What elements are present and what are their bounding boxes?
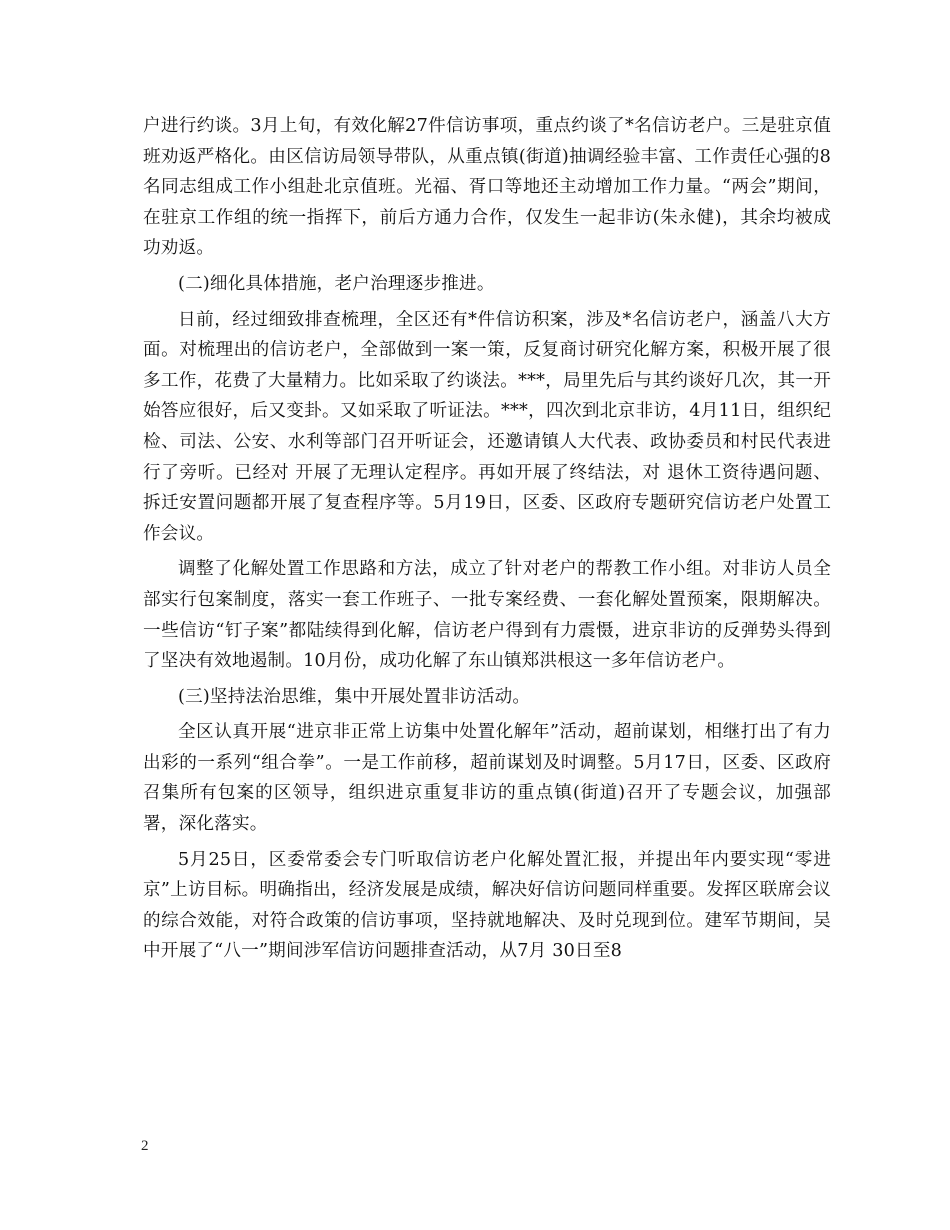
section-heading-2: (二)细化具体措施，老户治理逐步推进。 (178, 273, 495, 294)
paragraph-7: 5月25日，区委常委会专门听取信访老户化解处置汇报，并提出年内要实现“零进京”上访目标。明确指出，经济发展是成绩，解决好信访问题同样重要。发挥区联席会议的综合效能，对符合政策的信访事项，坚持就地解决、及时兑现到位。建军节期间，吴中开展了“八一”期间涉军信访问题排查活动，从7月 30日至8 (143, 849, 831, 962)
paragraph-3: 日前，经过细致排查梳理，全区还有*件信访积案，涉及*名信访老户，涵盖八大方面。对梳理出的信访老户，全部做到一案一策，反复商讨研究化解方案，积极开展了很多工作，花费了大量精力。比如采取了约谈法。***，局里先后与其约谈好几次，其一开始答应很好，后又变卦。又如采取了听证法。***，四次到北京非访，4月11日，组织纪检、司法、公安、水利等部门召开听证会，还邀请镇人大代表、政协委员和村民代表进行了旁听。已经对 开展了无理认定程序。再如开展了终结法，对 退休工资待遇问题、 拆迁安置问题都开展了复查程序等。5月19日，区委、区政府专题研究信访老户处置工作会议。 (143, 309, 831, 544)
section-heading-3: (三)坚持法治思维，集中开展处置非访活动。 (178, 686, 531, 707)
paragraph-6: 全区认真开展“进京非正常上访集中处置化解年”活动，超前谋划，相继打出了有力出彩的一系列“组合拳”。一是工作前移，超前谋划及时调整。5月17日，区委、区政府召集所有包案的区领导，组织进京重复非访的重点镇(街道)召开了专题会议，加强部署，深化落实。 (143, 722, 831, 835)
paragraph-4: 调整了化解处置工作思路和方法，成立了针对老户的帮教工作小组。对非访人员全部实行包案制度，落实一套工作班子、一批专案经费、一套化解处置预案，限期解决。一些信访“钉子案”都陆续得到化解，信访老户得到有力震慑，进京非访的反弹势头得到了坚决有效地遏制。10月份，成功化解了东山镇郑洪根这一多年信访老户。 (143, 559, 831, 672)
paragraph-1: 户进行约谈。3月上旬，有效化解27件信访事项，重点约谈了*名信访老户。三是驻京值班劝返严格化。由区信访局领导带队，从重点镇(街道)抽调经验丰富、工作责任心强的8名同志组成工作小组赴北京值班。光福、胥口等地还主动增加工作力量。“两会”期间，在驻京工作组的统一指挥下，前后方通力合作，仅发生一起非访(朱永健)，其余均被成功劝返。 (143, 116, 831, 259)
page-number: 2 (141, 1138, 149, 1154)
document-body (143, 111, 831, 972)
